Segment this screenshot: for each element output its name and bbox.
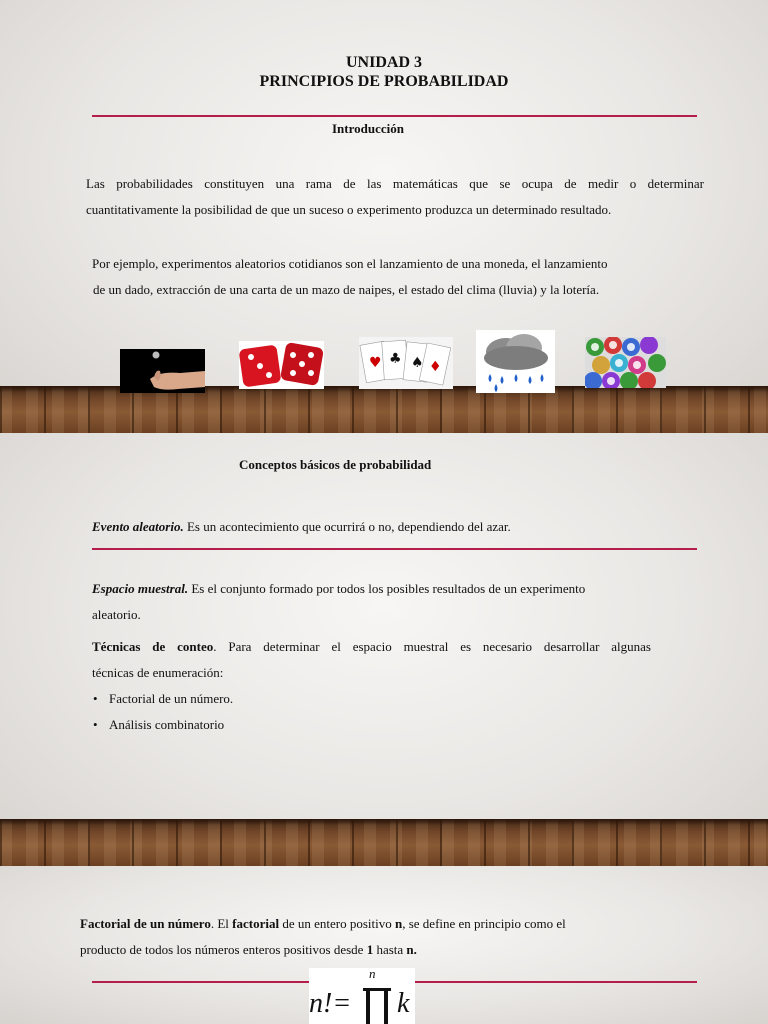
factorial-text: . El bbox=[210, 916, 233, 931]
svg-text:♠: ♠ bbox=[411, 355, 424, 371]
unit-label: UNIDAD 3 bbox=[346, 54, 422, 71]
intro-para2-line2: de un dado, extracción de una carta de un mazo de naipes, el estado del clima (lluvia) y la lotería. bbox=[93, 282, 600, 297]
espacio-text: Es el conjunto formado por todos los posibles resultados de un experimento bbox=[188, 581, 586, 596]
factorial-bold-n: n bbox=[394, 916, 403, 931]
formula-upper-limit: n bbox=[369, 966, 376, 981]
lottery-balls-photo bbox=[585, 337, 666, 388]
playing-cards-photo bbox=[359, 337, 453, 389]
factorial-term: Factorial de un número bbox=[80, 916, 211, 931]
tecnicas-definition bbox=[92, 634, 651, 660]
factorial-text: hasta bbox=[373, 942, 407, 957]
espacio-term: Espacio muestral. bbox=[92, 581, 189, 596]
product-symbol-icon bbox=[361, 986, 393, 1024]
factorial-line2 bbox=[80, 937, 700, 963]
factorial-bold-word: factorial bbox=[232, 916, 280, 931]
formula-variable: k bbox=[397, 988, 410, 1019]
intro-heading: Introducción bbox=[332, 121, 404, 136]
evento-text: Es un acontecimiento que ocurrirá o no, dependiendo del azar. bbox=[183, 519, 511, 534]
wood-floor bbox=[0, 386, 768, 433]
list-item: • Análisis combinatorio bbox=[91, 712, 491, 738]
slide-factorial bbox=[0, 866, 768, 1024]
concepts-heading: Conceptos básicos de probabilidad bbox=[239, 457, 432, 472]
factorial-formula bbox=[309, 968, 415, 1024]
slide-concepts bbox=[0, 433, 768, 866]
tecnicas-text-line2: técnicas de enumeración: bbox=[92, 665, 224, 680]
factorial-bold-n: n. bbox=[406, 942, 417, 957]
svg-text:♦: ♦ bbox=[429, 359, 442, 375]
espacio-text-line2: aleatorio. bbox=[92, 607, 141, 622]
espacio-definition bbox=[92, 576, 712, 602]
tecnicas-term: Técnicas de conteo bbox=[92, 639, 214, 654]
formula-lhs: n!= bbox=[309, 988, 352, 1019]
evento-term: Evento aleatorio. bbox=[92, 519, 184, 534]
list-item: • Factorial de un número. bbox=[91, 686, 491, 712]
svg-text:♥: ♥ bbox=[369, 355, 382, 371]
tecnicas-list bbox=[91, 686, 491, 738]
factorial-text: , se define en principio como el bbox=[402, 916, 566, 931]
factorial-line1 bbox=[80, 911, 700, 937]
page-title: PRINCIPIOS DE PROBABILIDAD bbox=[259, 73, 509, 90]
factorial-text: producto de todos los números enteros positivos desde bbox=[80, 942, 367, 957]
intro-para1-line1: Las probabilidades constituyen una rama de las matemáticas que se ocupa de medir o determinar bbox=[86, 176, 704, 191]
wood-floor bbox=[0, 819, 768, 866]
slide-intro bbox=[0, 0, 768, 433]
title-divider bbox=[92, 115, 697, 117]
tecnicas-text: . Para determinar el espacio muestral es necesario desarrollar algunas bbox=[213, 639, 651, 654]
dice-photo bbox=[239, 341, 324, 389]
intro-para1-line2: cuantitativamente la posibilidad de que un suceso o experimento produzca un determinado resultado. bbox=[86, 202, 612, 217]
intro-para2-line1: Por ejemplo, experimentos aleatorios cotidianos son el lanzamiento de una moneda, el lanzamiento bbox=[92, 256, 608, 271]
coin-toss-photo bbox=[120, 349, 205, 393]
concepts-divider bbox=[92, 548, 697, 550]
factorial-bold-1: 1 bbox=[366, 942, 374, 957]
factorial-text: de un entero positivo bbox=[279, 916, 395, 931]
evento-definition bbox=[92, 514, 712, 540]
svg-text:♣: ♣ bbox=[389, 351, 402, 367]
rain-cloud-icon bbox=[476, 330, 555, 393]
